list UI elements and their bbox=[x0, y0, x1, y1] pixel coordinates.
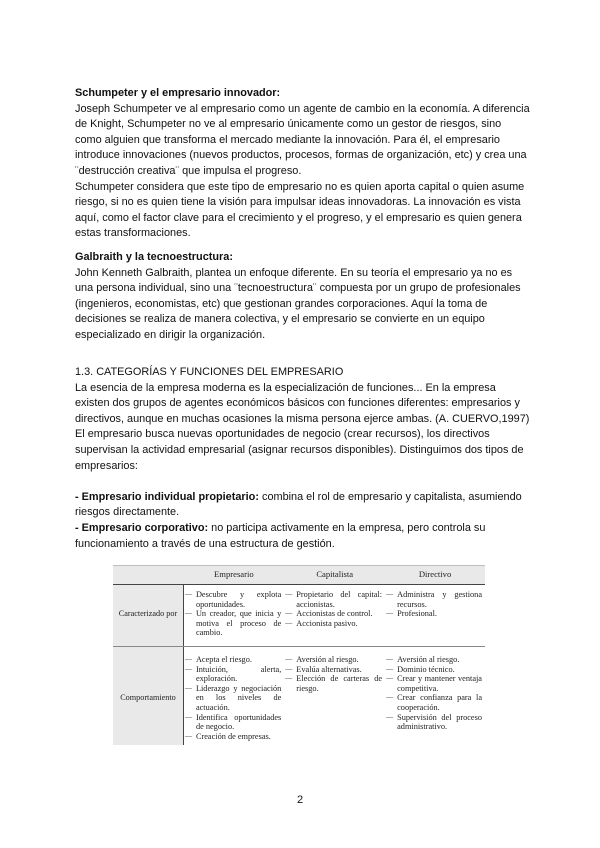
cell-item: — Un creador, que inicia y motiva el proceso de cambio. bbox=[187, 609, 281, 638]
table-cell bbox=[183, 646, 284, 745]
table-row bbox=[113, 646, 485, 745]
paragraph: La esencia de la empresa moderna es la especialización de funciones... En la empresa existen dos grupos de agentes económicos básicos con funciones diferentes: empresarios y directivos, aunque en muchas ocasiones la misma persona ejerce ambas. (A. CUERVO,1997) bbox=[75, 381, 530, 425]
cell-item: — Acepta el riesgo. bbox=[187, 655, 281, 665]
table-cell bbox=[385, 585, 485, 647]
cell-item: — Crear y mantener ventaja competitiva. bbox=[388, 674, 482, 693]
cell-item: — Intuición, alerta, exploración. bbox=[187, 665, 281, 684]
paragraph: Joseph Schumpeter ve al empresario como un agente de cambio en la economía. A diferencia de Knight, Schumpeter no ve al empresario únicamente como un gestor de riesgos, sino como alguien que transforma el mercado mediante la innovación. Para él, el empresario introduce innovaciones (nuevos productos, procesos, formas de organización, etc) y crea una ¨destrucción creativa¨ que impulsa el progreso. bbox=[75, 102, 530, 177]
heading-categorias: 1.3. CATEGORÍAS Y FUNCIONES DEL EMPRESARIO bbox=[75, 366, 344, 378]
cell-item: — Dominio técnico. bbox=[388, 665, 482, 675]
cell-item: — Evalúa alternativas. bbox=[287, 665, 382, 675]
table-cell bbox=[183, 585, 284, 647]
cell-item: — Creación de empresas. bbox=[187, 732, 281, 742]
cell-item: — Aversión al riesgo. bbox=[287, 655, 382, 665]
paragraph: Schumpeter considera que este tipo de empresario no es quien aporta capital o quien asume riesgo, si no es quien tiene la visión para impulsar ideas innovadoras. La innovación es vista aquí, como el factor clave para el crecimiento y el progreso, y el empresario es quien genera estas transformaciones. bbox=[75, 180, 525, 240]
heading-schumpeter: Schumpeter y el empresario innovador: bbox=[75, 87, 281, 99]
cell-item: — Elección de carteras de riesgo. bbox=[287, 674, 382, 693]
page-number: 2 bbox=[296, 794, 304, 806]
cell-item: — Accionistas de control. bbox=[287, 609, 382, 619]
table-header-row bbox=[113, 566, 485, 585]
paragraph: El empresario busca nuevas oportunidades de negocio (crear recursos), los directivos supervisan la actividad empresarial (asignar recursos disponibles). Distinguimos dos tipos de empresarios: bbox=[75, 428, 524, 472]
cell-item: — Aversión al riesgo. bbox=[388, 655, 482, 665]
blank-line bbox=[75, 474, 530, 490]
item-label: - Empresario individual propietario: bbox=[75, 490, 259, 503]
row-header: Caracterizado por bbox=[113, 585, 183, 647]
column-header: Directivo bbox=[385, 566, 485, 585]
cell-item: — Crear confianza para la cooperación. bbox=[388, 693, 482, 712]
cell-item: — Identifica oportunidades de negocio. bbox=[187, 713, 281, 732]
cell-item: — Liderazgo y negociación en los niveles de actuación. bbox=[187, 684, 281, 713]
item-label: - Empresario corporativo: bbox=[75, 521, 209, 534]
cell-item: — Administra y gestiona recursos. bbox=[388, 590, 482, 609]
cell-item: — Profesional. bbox=[388, 609, 482, 619]
item-text: no participa activamente en la empresa, pero controla su funcionamiento a través de una estructura de gestión. bbox=[75, 521, 486, 550]
row-header: Comportamiento bbox=[113, 646, 183, 745]
section-categorias bbox=[75, 365, 530, 552]
cell-item: — Accionista pasivo. bbox=[287, 619, 382, 629]
cell-item: — Supervisión del proceso administrativo. bbox=[388, 713, 482, 732]
cell-item: — Descubre y explota oportunidades. bbox=[187, 590, 281, 609]
section-schumpeter bbox=[75, 86, 530, 242]
column-header: Capitalista bbox=[284, 566, 385, 585]
categories-table bbox=[113, 565, 485, 745]
table-corner bbox=[113, 566, 183, 585]
column-header: Empresario bbox=[183, 566, 284, 585]
list-item bbox=[75, 490, 530, 521]
list-item bbox=[75, 521, 530, 552]
section-galbraith bbox=[75, 250, 530, 344]
table-cell bbox=[284, 646, 385, 745]
paragraph: John Kenneth Galbraith, plantea un enfoque diferente. En su teoría el empresario ya no es una persona individual, sino una ¨tecnoestructura¨ compuesta por un grupo de profesionales (ingenieros, economistas, etc) que gestionan grandes corporaciones. Aquí la toma de decisiones se realiza de manera colectiva, y el empresario se convierte en un equipo especializado en dirigir la organización. bbox=[75, 266, 521, 341]
cell-item: — Propietario del capital: accionistas. bbox=[287, 590, 382, 609]
heading-galbraith: Galbraith y la tecnoestructura: bbox=[75, 251, 233, 263]
table-cell bbox=[385, 646, 485, 745]
item-text: combina el rol de empresario y capitalista, asumiendo riesgos directamente. bbox=[75, 490, 522, 519]
table-cell bbox=[284, 585, 385, 647]
table-row bbox=[113, 585, 485, 647]
